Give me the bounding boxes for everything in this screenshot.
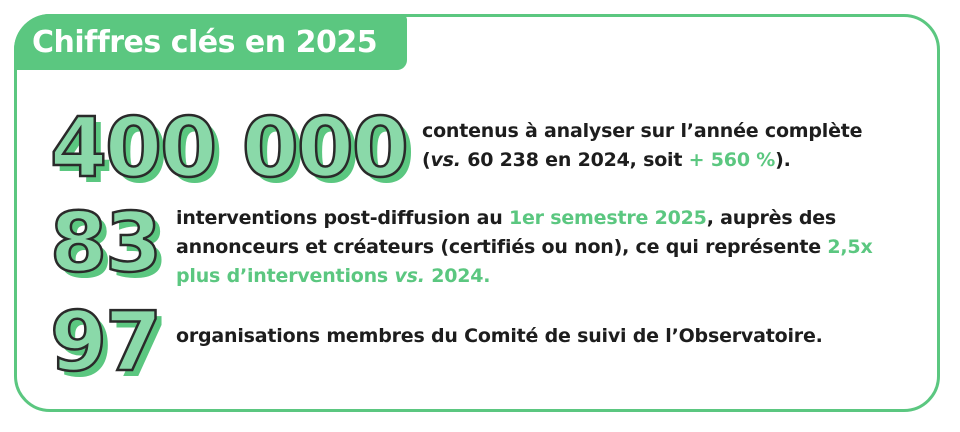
growth-highlight: + 560 % (688, 149, 776, 171)
stat-number-organisations: 97 (50, 295, 161, 390)
stat-description-interventions: interventions post-diffusion au 1er semestre 2025, auprès des annonceurs et créateurs (certifiés ou non), ce qui représente 2,5x plus d’interventions vs. 2024. (176, 207, 873, 287)
stat-number-interventions: 83 (50, 196, 161, 291)
stat-number-contents: 400 000 (50, 101, 407, 196)
stat-line: contenus à analyser sur l’année complète (422, 120, 863, 142)
page-title: Chiffres clés en 2025 (32, 24, 378, 60)
stat-description-organisations: organisations membres du Comité de suivi de l’Observatoire. (176, 325, 823, 347)
title-banner (14, 14, 407, 70)
ratio-highlight: 2,5x plus d’interventions (176, 236, 873, 287)
period-highlight: 1er semestre 2025 (508, 207, 707, 229)
stat-description-contents: contenus à analyser sur l’année complète (vs. 60 238 en 2024, soit + 560 %). (422, 120, 863, 171)
